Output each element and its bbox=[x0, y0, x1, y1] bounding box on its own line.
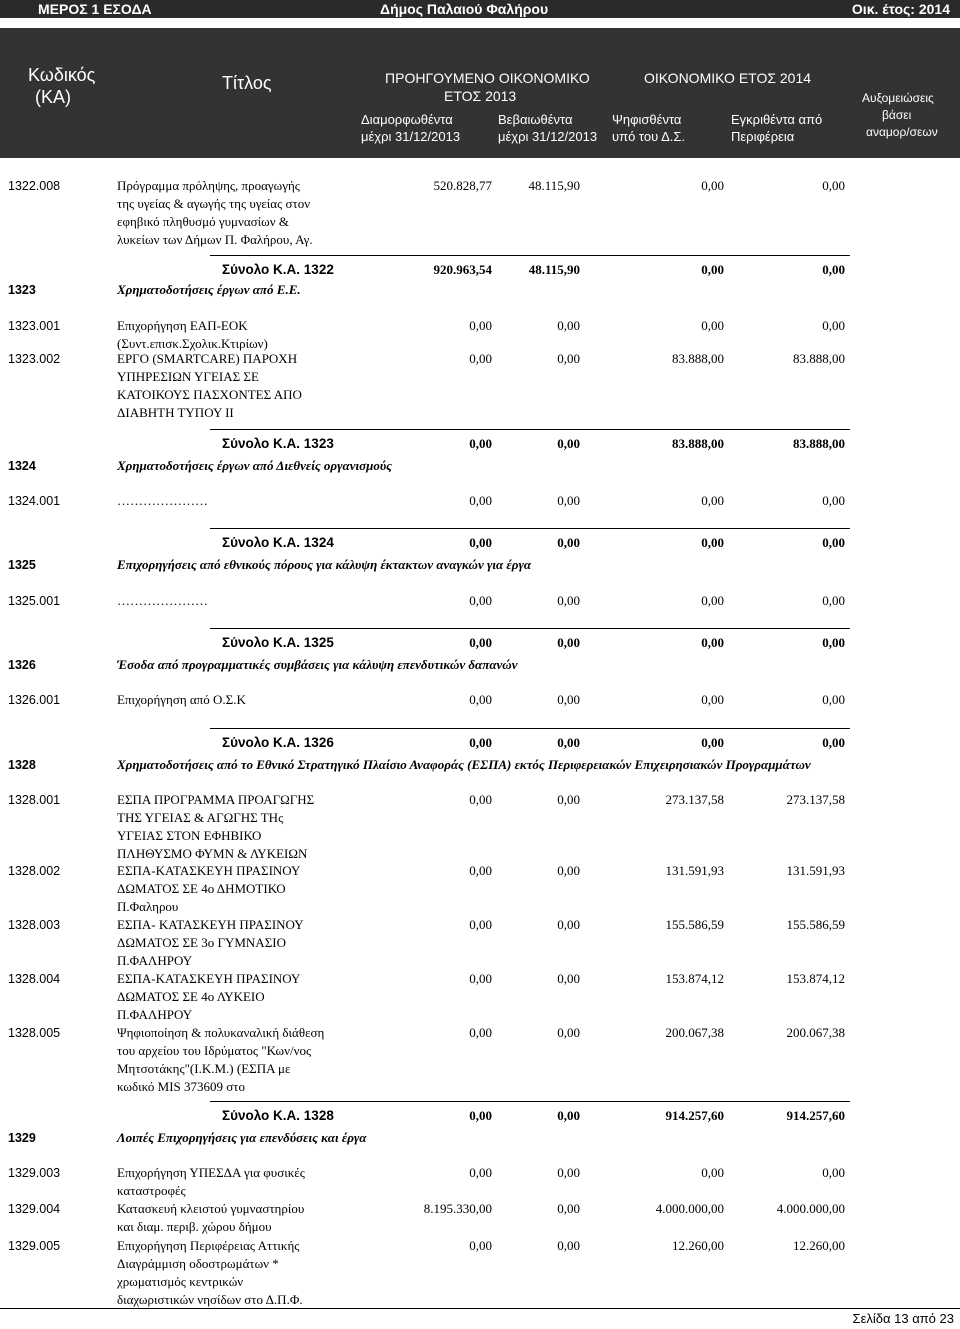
amount-value: 273.137,58 bbox=[665, 792, 724, 807]
subtotal-value: 0,00 bbox=[701, 635, 724, 650]
amount-value: 0,00 bbox=[557, 493, 580, 508]
account-title-line: Μητσοτάκης"(Ι.Κ.Μ.) (ΕΣΠΑ με bbox=[117, 1061, 291, 1076]
account-title-line: εφηβικό πληθυσμό γυμνασίων & bbox=[117, 214, 289, 229]
amount-value: 0,00 bbox=[469, 1238, 492, 1253]
account-code: 1324.001 bbox=[8, 494, 61, 508]
amount-value: 8.195.330,00 bbox=[423, 1201, 492, 1216]
amount-value: 12.260,00 bbox=[793, 1238, 845, 1253]
account-code: 1329.005 bbox=[8, 1239, 61, 1253]
amount-value: 0,00 bbox=[557, 1238, 580, 1253]
account-title-line: ΕΣΠΑ- ΚΑΤΑΣΚΕΥΗ ΠΡΑΣΙΝΟΥ bbox=[117, 917, 304, 932]
col-adjust-label-2: βάσει bbox=[882, 108, 912, 122]
subtotal-value: 0,00 bbox=[701, 262, 724, 277]
account-code: 1328.004 bbox=[8, 972, 61, 986]
amount-value: 0,00 bbox=[557, 1025, 580, 1040]
amount-value: 4.000.000,00 bbox=[655, 1201, 724, 1216]
account-title-line: ΕΡΓΟ (SMARTCARE) ΠΑΡΟΧΗ bbox=[117, 351, 298, 366]
subtotal-value: 914.257,60 bbox=[786, 1108, 845, 1123]
account-code: 1328.003 bbox=[8, 918, 61, 932]
group-code: 1328 bbox=[8, 758, 36, 772]
account-title-line: Π.ΦΑΛΗΡΟΥ bbox=[117, 953, 193, 968]
account-title-line: Π.Φαληρου bbox=[117, 899, 179, 914]
col-voted-label-2: υπό του Δ.Σ. bbox=[612, 129, 686, 144]
subtotal-value: 0,00 bbox=[469, 436, 492, 451]
subtotal-value: 0,00 bbox=[557, 1108, 580, 1123]
municipality-name: Δήμος Παλαιού Φαλήρου bbox=[380, 1, 549, 17]
amount-value: 0,00 bbox=[469, 1025, 492, 1040]
amount-value: 153.874,12 bbox=[786, 971, 845, 986]
group-title: Λοιπές Επιχορηγήσεις για επενδύσεις και έργα bbox=[117, 1130, 367, 1145]
amount-value: 0,00 bbox=[469, 318, 492, 333]
amount-value: 48.115,90 bbox=[528, 178, 580, 193]
col-code-label: Κωδικός bbox=[28, 65, 96, 85]
subtotal-value: 0,00 bbox=[469, 735, 492, 750]
subtotal-label: Σύνολο Κ.Α. 1322 bbox=[222, 262, 334, 277]
account-title-line: ΥΠΗΡΕΣΙΩΝ ΥΓΕΙΑΣ ΣΕ bbox=[117, 369, 259, 384]
amount-value: 0,00 bbox=[469, 1165, 492, 1180]
amount-value: 0,00 bbox=[469, 971, 492, 986]
subtotal-label: Σύνολο Κ.Α. 1328 bbox=[222, 1108, 334, 1123]
account-code: 1329.004 bbox=[8, 1202, 61, 1216]
subtotal-value: 920.963,54 bbox=[433, 262, 492, 277]
subtotal-value: 0,00 bbox=[822, 635, 845, 650]
account-title-line: Επιχορήγηση ΕΑΠ-ΕΟΚ bbox=[117, 318, 248, 333]
col-title-label: Τίτλος bbox=[222, 73, 272, 93]
subtotal-value: 48.115,90 bbox=[528, 262, 580, 277]
amount-value: 0,00 bbox=[469, 792, 492, 807]
amount-value: 0,00 bbox=[701, 493, 724, 508]
group-title: Έσοδα από προγραμματικές συμβάσεις για κάλυψη επενδυτικών δαπανών bbox=[117, 657, 518, 672]
account-title-line: ………………… bbox=[117, 593, 208, 608]
account-title-line: διαχωριστικών νησίδων στο Δ.Π.Φ. bbox=[117, 1292, 303, 1307]
amount-value: 12.260,00 bbox=[672, 1238, 724, 1253]
fiscal-year-label: ΟΙΚΟΝΟΜΙΚΟ ΕΤΟΣ 2014 bbox=[644, 70, 812, 86]
subtotal-rule bbox=[210, 255, 850, 256]
subtotal-label: Σύνολο Κ.Α. 1324 bbox=[222, 535, 334, 550]
amount-value: 0,00 bbox=[469, 351, 492, 366]
account-title-line: Επιχορήγηση ΥΠΕΣΔΑ για φυσικές bbox=[117, 1165, 305, 1180]
account-title-line: (Συντ.επισκ.Σχολικ.Κτιρίων) bbox=[117, 336, 268, 351]
subtotal-value: 0,00 bbox=[701, 535, 724, 550]
amount-value: 0,00 bbox=[701, 593, 724, 608]
subtotal-value: 83.888,00 bbox=[672, 436, 724, 451]
amount-value: 155.586,59 bbox=[665, 917, 724, 932]
amount-value: 0,00 bbox=[469, 493, 492, 508]
subtotal-value: 0,00 bbox=[557, 635, 580, 650]
account-title-line: του αρχείου του Ιδρύματος "Κων/νος bbox=[117, 1043, 312, 1058]
subtotal-value: 0,00 bbox=[469, 635, 492, 650]
amount-value: 0,00 bbox=[557, 792, 580, 807]
amount-value: 131.591,93 bbox=[786, 863, 845, 878]
subtotal-rule bbox=[210, 1101, 850, 1102]
col-confirmed-label: Βεβαιωθέντα bbox=[498, 112, 573, 127]
amount-value: 273.137,58 bbox=[786, 792, 845, 807]
account-code: 1323.001 bbox=[8, 319, 61, 333]
col-adjust-label: Αυξομειώσεις bbox=[862, 91, 934, 105]
account-code: 1328.001 bbox=[8, 793, 61, 807]
account-title-line: ΤΗΣ ΥΓΕΙΑΣ & ΑΓΩΓΗΣ ΤΗς bbox=[117, 810, 284, 825]
subtotal-label: Σύνολο Κ.Α. 1325 bbox=[222, 635, 334, 650]
amount-value: 0,00 bbox=[701, 318, 724, 333]
account-title-line: ΔΩΜΑΤΟΣ ΣΕ 4ο ΛΥΚΕΙΟ bbox=[117, 989, 265, 1004]
amount-value: 0,00 bbox=[557, 692, 580, 707]
account-title-line: χρωματισμός κεντρικών bbox=[117, 1274, 244, 1289]
subtotal-value: 0,00 bbox=[469, 535, 492, 550]
col-approved-label-2: Περιφέρεια bbox=[731, 129, 795, 144]
amount-value: 0,00 bbox=[469, 593, 492, 608]
amount-value: 0,00 bbox=[822, 178, 845, 193]
account-title-line: Κατασκευή κλειστού γυμναστηρίου bbox=[117, 1201, 305, 1216]
amount-value: 0,00 bbox=[557, 1165, 580, 1180]
group-code: 1326 bbox=[8, 658, 36, 672]
amount-value: 0,00 bbox=[557, 351, 580, 366]
footer-rule bbox=[0, 1308, 960, 1309]
group-code: 1323 bbox=[8, 283, 36, 297]
account-title-line: Π.ΦΑΛΗΡΟΥ bbox=[117, 1007, 193, 1022]
subtotal-label: Σύνολο Κ.Α. 1326 bbox=[222, 735, 334, 750]
subtotal-value: 83.888,00 bbox=[793, 436, 845, 451]
account-code: 1329.003 bbox=[8, 1166, 61, 1180]
amount-value: 83.888,00 bbox=[793, 351, 845, 366]
group-code: 1329 bbox=[8, 1131, 36, 1145]
account-title-line: ΕΣΠΑ-ΚΑΤΑΣΚΕΥΗ ΠΡΑΣΙΝΟΥ bbox=[117, 971, 301, 986]
account-code: 1326.001 bbox=[8, 693, 61, 707]
account-title-line: και διαμ. περιβ. χώρου δήμου bbox=[117, 1219, 272, 1234]
account-title-line: ΥΓΕΙΑΣ ΣΤΟΝ ΕΦΗΒΙΚΟ bbox=[117, 828, 262, 843]
account-title-line: ΠΛΗΘΥΣΜΟ ΦΥΜΝ & ΛΥΚΕΙΩΝ bbox=[117, 846, 308, 861]
column-header bbox=[0, 28, 960, 158]
account-title-line: ΚΑΤΟΙΚΟΥΣ ΠΑΣΧΟΝΤΕΣ ΑΠΟ bbox=[117, 387, 302, 402]
account-title-line: λυκείων των Δήμων Π. Φαλήρου, Αγ. bbox=[117, 232, 313, 247]
subtotal-value: 0,00 bbox=[557, 535, 580, 550]
account-code: 1323.002 bbox=[8, 352, 61, 366]
account-title-line: ΔΩΜΑΤΟΣ ΣΕ 4ο ΔΗΜΟΤΙΚΟ bbox=[117, 881, 286, 896]
amount-value: 0,00 bbox=[557, 318, 580, 333]
subtotal-value: 914.257,60 bbox=[665, 1108, 724, 1123]
col-formed-label-2: μέχρι 31/12/2013 bbox=[361, 129, 461, 144]
account-title-line: ΕΣΠΑ ΠΡΟΓΡΑΜΜΑ ΠΡΟΑΓΩΓΗΣ bbox=[117, 792, 315, 807]
account-title-line: ΔΙΑΒΗΤΗ ΤΥΠΟΥ ΙΙ bbox=[117, 405, 234, 420]
amount-value: 0,00 bbox=[701, 692, 724, 707]
group-code: 1325 bbox=[8, 558, 36, 572]
subtotal-value: 0,00 bbox=[822, 535, 845, 550]
account-title-line: Διαγράμμιση οδοστρωμάτων * bbox=[117, 1256, 279, 1271]
col-adjust-label-3: αναμορ/σεων bbox=[866, 125, 938, 139]
group-title: Χρηματοδοτήσεις έργων από Ε.Ε. bbox=[117, 282, 301, 297]
amount-value: 200.067,38 bbox=[665, 1025, 724, 1040]
amount-value: 0,00 bbox=[469, 863, 492, 878]
subtotal-rule bbox=[210, 429, 850, 430]
subtotal-value: 0,00 bbox=[557, 436, 580, 451]
account-code: 1325.001 bbox=[8, 594, 61, 608]
amount-value: 155.586,59 bbox=[786, 917, 845, 932]
prev-year-label: ΠΡΟΗΓΟΥΜΕΝΟ ΟΙΚΟΝΟΜΙΚΟ bbox=[385, 70, 590, 86]
account-title-line: Επιχορήγηση Περιφέρειας Αττικής bbox=[117, 1238, 300, 1253]
subtotal-rule bbox=[210, 528, 850, 529]
subtotal-rule bbox=[210, 728, 850, 729]
group-code: 1324 bbox=[8, 459, 36, 473]
group-title: Χρηματοδοτήσεις έργων από Διεθνείς οργανισμούς bbox=[117, 458, 392, 473]
fiscal-year: Οικ. έτος: 2014 bbox=[851, 1, 950, 17]
account-title-line: ………………… bbox=[117, 493, 208, 508]
subtotal-label: Σύνολο Κ.Α. 1323 bbox=[222, 436, 334, 451]
amount-value: 0,00 bbox=[822, 593, 845, 608]
subtotal-value: 0,00 bbox=[822, 735, 845, 750]
account-title-line: της υγείας & αγωγής της υγείας στον bbox=[117, 196, 311, 211]
amount-value: 0,00 bbox=[557, 863, 580, 878]
amount-value: 200.067,38 bbox=[786, 1025, 845, 1040]
amount-value: 0,00 bbox=[557, 917, 580, 932]
amount-value: 0,00 bbox=[557, 1201, 580, 1216]
amount-value: 0,00 bbox=[822, 692, 845, 707]
amount-value: 0,00 bbox=[701, 1165, 724, 1180]
amount-value: 0,00 bbox=[557, 971, 580, 986]
account-title-line: Ψηφιοποίηση & πολυκαναλική διάθεση bbox=[117, 1025, 325, 1040]
amount-value: 520.828,77 bbox=[433, 178, 492, 193]
amount-value: 0,00 bbox=[822, 1165, 845, 1180]
amount-value: 0,00 bbox=[469, 692, 492, 707]
subtotal-value: 0,00 bbox=[469, 1108, 492, 1123]
col-formed-label: Διαμορφωθέντα bbox=[361, 112, 453, 127]
section-title: ΜΕΡΟΣ 1 ΕΣΟΔΑ bbox=[38, 1, 152, 17]
page-number: Σελίδα 13 από 23 bbox=[852, 1311, 954, 1326]
account-title-line: ΔΩΜΑΤΟΣ ΣΕ 3ο ΓΥΜΝΑΣΙΟ bbox=[117, 935, 286, 950]
account-code: 1322.008 bbox=[8, 179, 61, 193]
account-title-line: Επιχορήγηση από Ο.Σ.Κ bbox=[117, 692, 246, 707]
amount-value: 0,00 bbox=[822, 493, 845, 508]
subtotal-value: 0,00 bbox=[701, 735, 724, 750]
prev-year-label-2: ΕΤΟΣ 2013 bbox=[444, 88, 517, 104]
subtotal-value: 0,00 bbox=[822, 262, 845, 277]
amount-value: 153.874,12 bbox=[665, 971, 724, 986]
amount-value: 83.888,00 bbox=[672, 351, 724, 366]
amount-value: 0,00 bbox=[557, 593, 580, 608]
amount-value: 0,00 bbox=[822, 318, 845, 333]
col-code-label-2: (ΚΑ) bbox=[35, 87, 71, 107]
account-title-line: Πρόγραμμα πρόληψης, προαγωγής bbox=[117, 178, 300, 193]
subtotal-rule bbox=[210, 628, 850, 629]
col-voted-label: Ψηφισθέντα bbox=[612, 112, 682, 127]
account-code: 1328.002 bbox=[8, 864, 61, 878]
account-title-line: κωδικό MIS 373609 στο bbox=[117, 1079, 245, 1094]
amount-value: 4.000.000,00 bbox=[776, 1201, 845, 1216]
group-title: Επιχορηγήσεις από εθνικούς πόρους για κάλυψη έκτακτων αναγκών για έργα bbox=[117, 557, 532, 572]
amount-value: 0,00 bbox=[701, 178, 724, 193]
account-code: 1328.005 bbox=[8, 1026, 61, 1040]
group-title: Χρηματοδοτήσεις από το Εθνικό Στρατηγικό Πλαίσιο Αναφοράς (ΕΣΠΑ) εκτός Περιφερειακών Επιχειρησιακών Προγραμμάτων bbox=[117, 757, 811, 772]
account-title-line: ΕΣΠΑ-ΚΑΤΑΣΚΕΥΗ ΠΡΑΣΙΝΟΥ bbox=[117, 863, 301, 878]
col-approved-label: Εγκριθέντα από bbox=[731, 112, 823, 127]
col-confirmed-label-2: μέχρι 31/12/2013 bbox=[498, 129, 598, 144]
top-bar bbox=[0, 0, 960, 18]
amount-value: 131.591,93 bbox=[665, 863, 724, 878]
amount-value: 0,00 bbox=[469, 917, 492, 932]
subtotal-value: 0,00 bbox=[557, 735, 580, 750]
account-title-line: καταστροφές bbox=[117, 1183, 186, 1198]
